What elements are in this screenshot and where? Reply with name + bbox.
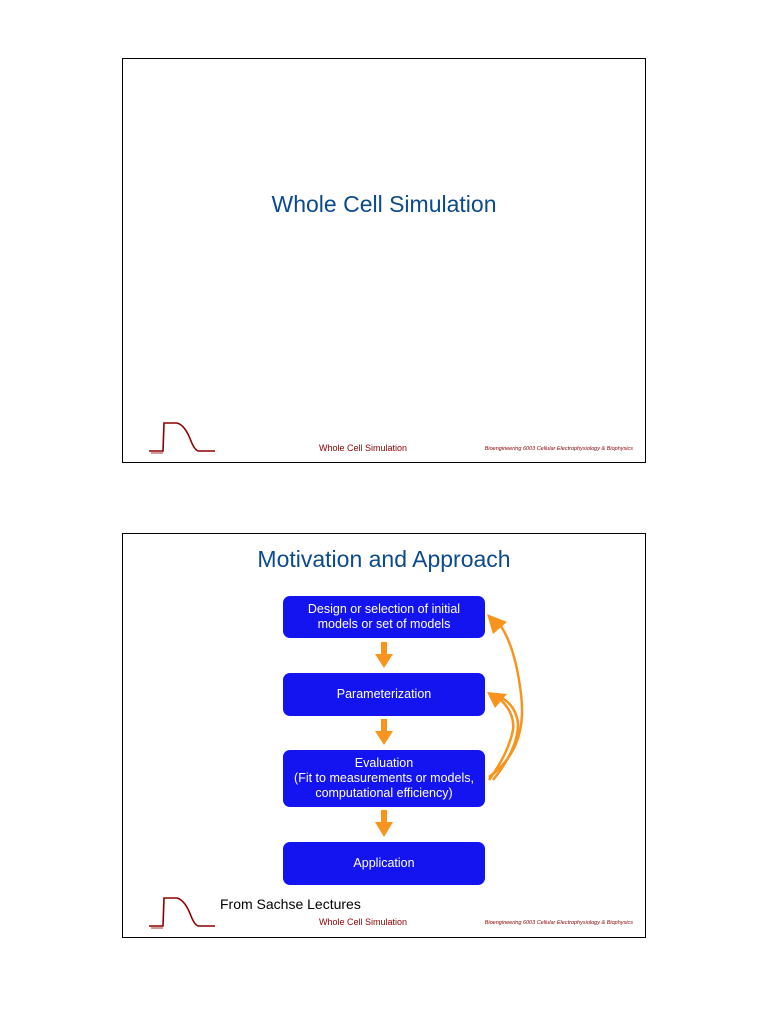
slide-1 — [122, 58, 646, 463]
source-note: From Sachse Lectures — [220, 896, 361, 912]
footer-course: Bioengineering 6003 Cellular Electrophysiology & Biophysics — [484, 920, 633, 926]
footer-title: Whole Cell Simulation — [319, 917, 408, 927]
feedback-arrowhead-icon — [487, 692, 507, 708]
footer-title: Whole Cell Simulation — [319, 443, 408, 453]
feedback-arrow-icon — [489, 622, 522, 780]
down-arrow-icon — [375, 719, 393, 745]
action-potential-logo-icon — [147, 894, 217, 930]
slide-title: Whole Cell Simulation — [271, 191, 497, 217]
down-arrow-icon — [375, 810, 393, 837]
flow-step-evaluation: Evaluation (Fit to measurements or models, computational efficiency) — [283, 750, 485, 807]
down-arrow-icon — [375, 642, 393, 668]
flow-step-application: Application — [283, 842, 485, 885]
slide-title: Motivation and Approach — [257, 546, 511, 572]
slide-2 — [122, 533, 646, 938]
action-potential-logo-icon — [147, 419, 217, 455]
flow-step-parameterization: Parameterization — [283, 673, 485, 716]
feedback-arrowhead-icon — [487, 614, 507, 634]
flow-step-design: Design or selection of initial models or set of models — [283, 596, 485, 638]
footer-course: Bioengineering 6003 Cellular Electrophysiology & Biophysics — [484, 446, 633, 452]
